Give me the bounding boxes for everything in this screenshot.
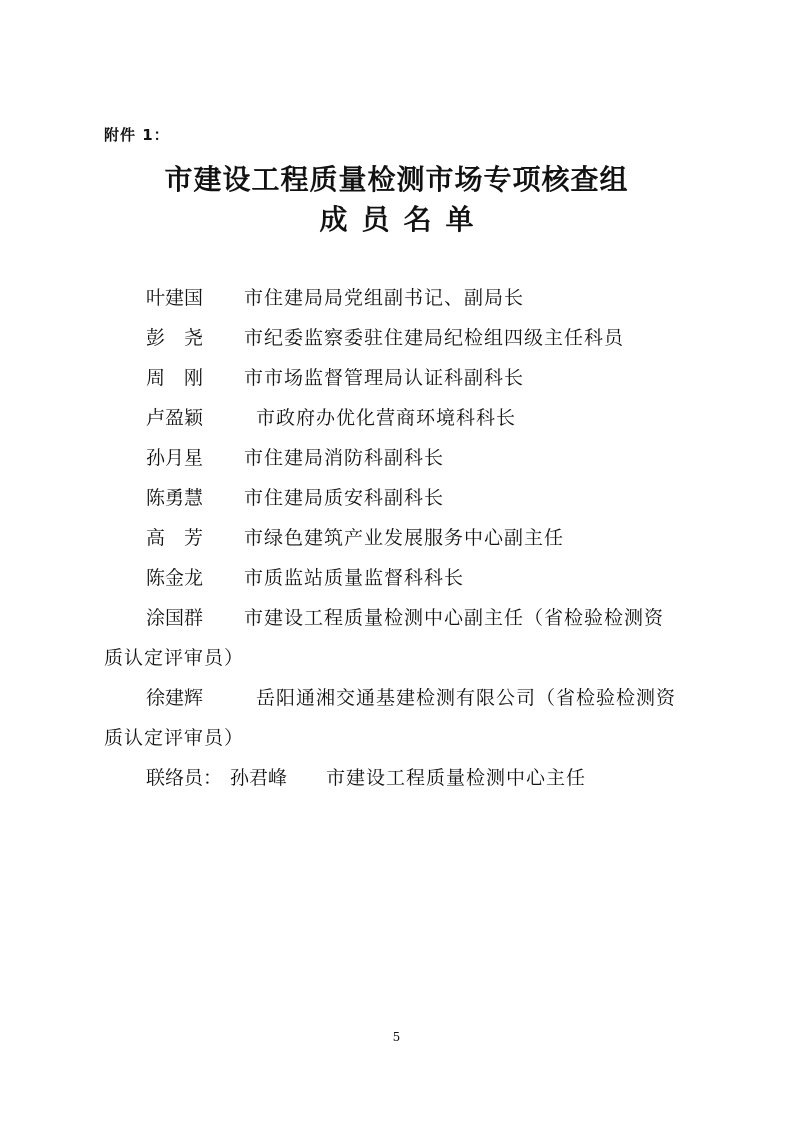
member-name: 周刚	[146, 367, 223, 389]
member-row	[104, 524, 704, 564]
member-name: 叶建国	[146, 287, 204, 309]
member-role: 市纪委监察委驻住建局纪检组四级主任科员	[244, 327, 625, 349]
member-name: 陈金龙	[146, 567, 204, 589]
member-row	[104, 684, 704, 764]
member-role: 市住建局质安科副科长	[244, 487, 445, 509]
member-role: 市政府办优化营商环境科科长	[256, 407, 517, 429]
member-list	[104, 284, 704, 804]
member-role: 市住建局局党组副书记、副局长	[244, 287, 525, 309]
contact-name: 孙君峰	[230, 767, 288, 789]
member-role-continuation: 质认定评审员）	[104, 647, 245, 669]
contact-row	[104, 764, 704, 804]
member-row	[104, 444, 704, 484]
member-name: 彭尧	[146, 327, 223, 349]
document-title: 市建设工程质量检测市场专项核查组	[164, 163, 629, 196]
member-row	[104, 484, 704, 524]
member-role: 市质监站质量监督科科长	[244, 567, 465, 589]
attachment-label: 附件 1：	[104, 126, 170, 144]
member-row	[104, 564, 704, 604]
member-role: 市绿色建筑产业发展服务中心副主任	[244, 527, 565, 549]
member-role: 市住建局消防科副科长	[244, 447, 445, 469]
member-role: 岳阳通湘交通基建检测有限公司（省检验检测资	[256, 687, 677, 709]
member-row	[104, 284, 704, 324]
member-role: 市建设工程质量检测中心副主任（省检验检测资	[244, 607, 665, 629]
member-name: 卢盈颖	[146, 407, 204, 429]
member-name: 涂国群	[146, 607, 204, 629]
contact-label: 联络员：	[146, 767, 223, 789]
member-row	[104, 364, 704, 404]
member-name: 高芳	[146, 527, 223, 549]
member-row	[104, 604, 704, 684]
member-name: 孙月星	[146, 447, 204, 469]
contact-role: 市建设工程质量检测中心主任	[326, 767, 587, 789]
member-row	[104, 404, 704, 444]
document-subtitle: 成员名单	[319, 203, 488, 236]
member-row	[104, 324, 704, 364]
member-name: 徐建辉	[146, 687, 204, 709]
member-role-continuation: 质认定评审员）	[104, 727, 245, 749]
member-role: 市市场监督管理局认证科副科长	[244, 367, 525, 389]
member-name: 陈勇慧	[146, 487, 204, 509]
page-number: 5	[392, 1030, 401, 1044]
